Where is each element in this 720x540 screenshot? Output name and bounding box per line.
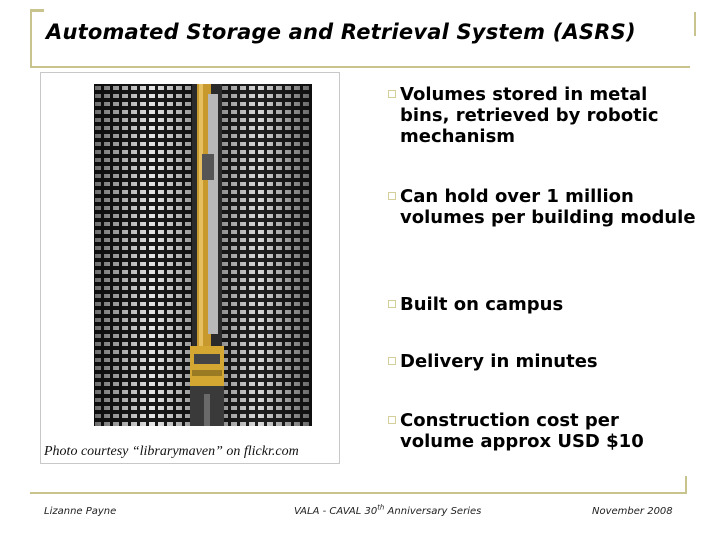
bullet-text: Delivery in minutes <box>400 351 598 372</box>
footer-series <box>294 503 482 517</box>
footer-rule <box>30 492 685 494</box>
bullet-item <box>388 84 698 147</box>
bullet-square-icon <box>388 357 396 365</box>
bullet-square-icon <box>388 90 396 98</box>
footer-series-suffix: Anniversary Series <box>384 506 482 517</box>
photo-caption: Photo courtesy “librarymaven” on flickr.com <box>44 444 299 459</box>
bullet-text: Built on campus <box>400 294 564 315</box>
bullet-text: Construction cost per volume approx USD $10 <box>400 410 644 452</box>
bullet-square-icon <box>388 300 396 308</box>
bullet-text: Volumes stored in metal bins, retrieved by robotic mechanism <box>400 84 659 147</box>
footer-author: Lizanne Payne <box>44 506 117 517</box>
bullet-item <box>388 186 698 228</box>
footer-series-prefix: VALA - CAVAL 30 <box>294 506 378 517</box>
asrs-photo <box>94 84 312 426</box>
asrs-aisle-illustration <box>94 84 312 426</box>
bullet-item <box>388 294 563 315</box>
bullet-text: Can hold over 1 million volumes per building module <box>400 186 696 228</box>
bullet-square-icon <box>388 416 396 424</box>
slide-title: Automated Storage and Retrieval System (ASRS) <box>46 20 636 44</box>
footer-date: November 2008 <box>592 506 673 517</box>
bullet-item <box>388 351 598 372</box>
bullet-item <box>388 410 698 452</box>
footer-rule-cap <box>685 476 687 494</box>
bullet-square-icon <box>388 192 396 200</box>
footer-series-sup: th <box>377 503 385 512</box>
